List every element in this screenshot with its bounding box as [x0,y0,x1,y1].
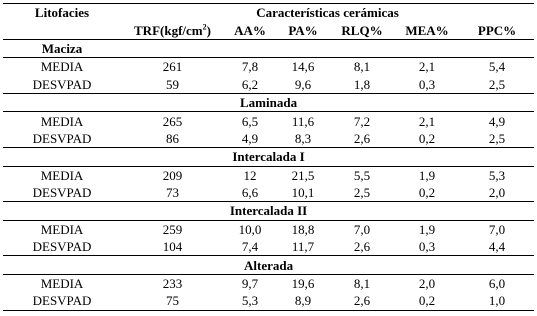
cell-mea: 0,3 [418,76,436,92]
row-label: DESVPAD [32,239,92,255]
cell-trf: 233 [162,276,183,292]
cell-rlq: 1,8 [353,76,371,92]
cell-aa: 6,2 [241,76,259,92]
section-title-row [3,256,534,274]
cell-trf: 73 [166,185,179,201]
cell-rlq: 2,6 [353,130,371,146]
cell-rlq: 8,1 [353,276,371,292]
cell-ppc: 2,5 [488,76,506,92]
cell-ppc: 5,4 [460,58,534,76]
col-header-mea: MEA% [394,21,460,39]
cell-pa: 14,6 [276,58,330,76]
col-header-rlq: RLQ% [330,21,394,39]
cell-trf: 265 [162,113,183,129]
table-row [3,130,534,148]
cell-trf: 59 [166,76,179,92]
cell-rlq: 2,5 [353,185,371,201]
header-spacer [3,21,121,39]
cell-mea: 1,9 [418,221,436,237]
cell-trf: 261 [121,58,224,76]
section-title-row [3,93,534,111]
header-row-group [3,4,534,22]
row-label: MEDIA [40,113,84,129]
row-label: MEDIA [40,221,84,237]
cell-rlq: 7,2 [353,113,371,129]
table-row [3,238,534,256]
cell-pa: 18,8 [291,221,315,237]
cell-aa: 6,6 [241,185,259,201]
cell-mea: 0,2 [394,292,460,310]
table-row [3,112,534,130]
ceramic-characteristics-header: Características cerámicas [121,4,534,22]
cell-pa: 8,9 [276,292,330,310]
section-title-row [3,39,534,57]
cell-ppc: 1,0 [460,292,534,310]
cell-ppc: 6,0 [488,276,506,292]
cell-rlq: 2,6 [353,239,371,255]
row-label: MEDIA [3,58,121,76]
cell-ppc: 2,0 [488,185,506,201]
table-row [3,166,534,184]
section-title: Intercalada II [3,202,534,220]
cell-aa: 12 [243,167,257,183]
cell-mea: 0,2 [418,185,436,201]
cell-rlq: 5,5 [353,167,371,183]
cell-mea: 2,1 [394,58,460,76]
cell-pa: 21,5 [291,167,315,183]
cell-ppc: 4,4 [488,239,506,255]
table-row [3,292,534,310]
section-title: Alterada [3,256,534,274]
cell-trf: 86 [166,130,179,146]
col-header-pa: PA% [276,21,330,39]
cell-rlq: 7,0 [353,221,371,237]
cell-aa: 5,3 [224,292,276,310]
table-row [3,184,534,202]
cell-pa: 8,3 [294,130,312,146]
section-title-row [3,202,534,220]
cell-mea: 0,2 [418,130,436,146]
col-header-trf: $TRF(kgf/cm^2)$ [121,21,224,39]
section-title: Intercalada I [3,148,534,166]
col-header-aa: AA% [224,21,276,39]
cell-trf: 75 [121,292,224,310]
cell-pa: 11,6 [291,113,315,129]
table-row [3,58,534,76]
table-row [3,274,534,292]
cell-ppc: 5,3 [488,167,506,183]
cell-aa: 9,7 [241,276,259,292]
cell-mea: 2,1 [418,113,436,129]
litofacies-header: Litofacies [3,4,121,22]
cell-pa: 10,1 [291,185,315,201]
cell-ppc: 7,0 [488,221,506,237]
section-title: Maciza [41,40,83,56]
cell-mea: 0,3 [418,239,436,255]
ceramic-characteristics-table [3,3,534,311]
cell-aa: 7,4 [241,239,259,255]
table-row [3,76,534,94]
cell-rlq: 2,6 [330,292,394,310]
cell-trf: 209 [162,167,183,183]
cell-pa: 9,6 [294,76,312,92]
row-label: DESVPAD [32,185,92,201]
col-header-ppc: PPC% [460,21,534,39]
section-title: Laminada [3,93,534,111]
header-row-columns [3,21,534,39]
cell-rlq: 8,1 [330,58,394,76]
cell-trf: 259 [162,221,183,237]
cell-aa: 6,5 [241,113,259,129]
cell-mea: 1,9 [418,167,436,183]
table-row [3,220,534,238]
cell-aa: 10,0 [238,221,262,237]
cell-ppc: 4,9 [488,113,506,129]
cell-ppc: 2,5 [488,130,506,146]
cell-mea: 2,0 [418,276,436,292]
row-label: DESVPAD [32,130,92,146]
row-label: DESVPAD [3,292,121,310]
section-title-row [3,148,534,166]
cell-pa: 19,6 [291,276,315,292]
row-label: MEDIA [40,167,84,183]
cell-aa: 4,9 [241,130,259,146]
cell-pa: 11,7 [291,239,315,255]
row-label: MEDIA [40,276,84,292]
cell-trf: 104 [162,239,183,255]
row-label: DESVPAD [32,76,92,92]
cell-aa: 7,8 [224,58,276,76]
